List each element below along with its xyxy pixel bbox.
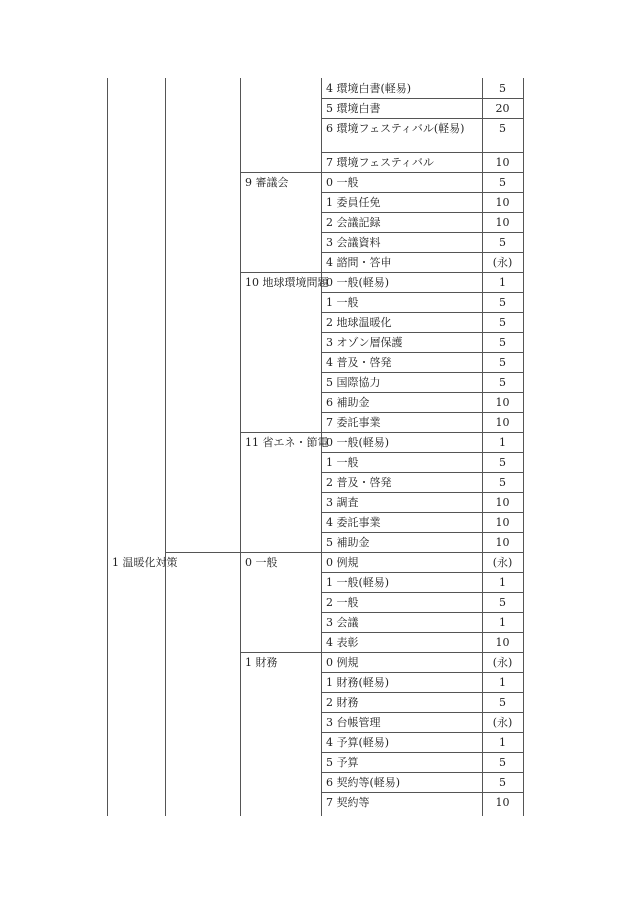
item-label: 1 財務(軽易) [326, 676, 390, 689]
item-label: 1 一般(軽易) [326, 576, 390, 589]
section-label: 9 審議会 [245, 176, 289, 189]
retention-period: 10 [495, 496, 510, 509]
section-label: 1 財務 [245, 656, 278, 669]
retention-period: (永) [492, 716, 513, 729]
row-separator [321, 392, 524, 393]
row-separator [321, 118, 524, 119]
retention-period: 5 [499, 316, 506, 329]
row-separator [321, 312, 524, 313]
section-separator [240, 272, 524, 273]
section-separator [240, 172, 524, 173]
item-label: 0 例規 [326, 556, 359, 569]
item-label: 4 普及・啓発 [326, 356, 392, 369]
retention-period: 10 [495, 396, 510, 409]
item-label: 3 会議資料 [326, 236, 381, 249]
retention-period: (永) [492, 256, 513, 269]
retention-period: 1 [499, 736, 506, 749]
retention-period: 5 [499, 82, 506, 95]
retention-period: 1 [499, 276, 506, 289]
retention-period: 10 [495, 516, 510, 529]
row-separator [321, 212, 524, 213]
retention-period: 5 [499, 476, 506, 489]
row-separator [321, 712, 524, 713]
item-label: 2 地球温暖化 [326, 316, 392, 329]
row-separator [321, 252, 524, 253]
retention-period: 5 [499, 176, 506, 189]
item-label: 4 諮問・答申 [326, 256, 392, 269]
group-label: 1 温暖化対策 [112, 556, 178, 569]
retention-period: 5 [499, 122, 506, 135]
row-separator [321, 332, 524, 333]
item-label: 4 環境白書(軽易) [326, 82, 412, 95]
item-label: 2 会議記録 [326, 216, 381, 229]
section-separator [240, 432, 524, 433]
item-label: 7 契約等 [326, 796, 370, 809]
retention-period: 10 [495, 156, 510, 169]
row-separator [321, 352, 524, 353]
item-label: 1 一般 [326, 296, 359, 309]
row-separator [321, 732, 524, 733]
retention-period: 1 [499, 436, 506, 449]
row-separator [321, 532, 524, 533]
item-label: 1 一般 [326, 456, 359, 469]
item-label: 6 契約等(軽易) [326, 776, 401, 789]
group-separator [165, 552, 524, 553]
section-separator [240, 652, 524, 653]
retention-period: 5 [499, 696, 506, 709]
item-label: 2 普及・啓発 [326, 476, 392, 489]
retention-period: 5 [499, 376, 506, 389]
retention-period: 10 [495, 216, 510, 229]
item-label: 5 国際協力 [326, 376, 381, 389]
row-separator [321, 472, 524, 473]
item-label: 3 会議 [326, 616, 359, 629]
row-separator [321, 372, 524, 373]
item-label: 1 委員任免 [326, 196, 381, 209]
row-separator [321, 792, 524, 793]
retention-period: 10 [495, 416, 510, 429]
retention-period: 5 [499, 756, 506, 769]
retention-period: 1 [499, 616, 506, 629]
item-label: 6 補助金 [326, 396, 370, 409]
item-label: 5 環境白書 [326, 102, 381, 115]
item-label: 2 財務 [326, 696, 359, 709]
retention-period: 5 [499, 296, 506, 309]
item-label: 4 委託事業 [326, 516, 381, 529]
row-separator [321, 592, 524, 593]
item-label: 4 表彰 [326, 636, 359, 649]
retention-period: 1 [499, 576, 506, 589]
retention-period: 5 [499, 776, 506, 789]
item-label: 0 一般(軽易) [326, 276, 390, 289]
row-separator [321, 232, 524, 233]
item-label: 0 一般(軽易) [326, 436, 390, 449]
item-label: 6 環境フェスティバル(軽易) [326, 122, 465, 135]
row-separator [321, 98, 524, 99]
item-label: 7 委託事業 [326, 416, 381, 429]
row-separator [321, 512, 524, 513]
item-label: 7 環境フェスティバル [326, 156, 434, 169]
row-separator [321, 612, 524, 613]
section-label: 11 省エネ・節電 [245, 436, 329, 449]
retention-period: 10 [495, 536, 510, 549]
retention-period: 5 [499, 456, 506, 469]
row-separator [321, 152, 524, 153]
item-label: 4 予算(軽易) [326, 736, 390, 749]
item-label: 2 一般 [326, 596, 359, 609]
table-border-left [107, 78, 108, 816]
retention-period: 5 [499, 356, 506, 369]
row-separator [321, 772, 524, 773]
retention-period: 10 [495, 196, 510, 209]
retention-period: 1 [499, 676, 506, 689]
item-label: 5 予算 [326, 756, 359, 769]
item-label: 3 オゾン層保護 [326, 336, 403, 349]
item-label: 0 例規 [326, 656, 359, 669]
section-label: 0 一般 [245, 556, 278, 569]
item-label: 0 一般 [326, 176, 359, 189]
retention-table [107, 78, 524, 816]
row-separator [321, 292, 524, 293]
retention-period: (永) [492, 656, 513, 669]
retention-period: 10 [495, 636, 510, 649]
table-border-right [523, 78, 524, 816]
item-label: 3 調査 [326, 496, 359, 509]
retention-period: 5 [499, 596, 506, 609]
column-divider-1 [165, 78, 166, 816]
retention-period: 10 [495, 796, 510, 809]
row-separator [321, 192, 524, 193]
section-label: 10 地球環境問題 [245, 276, 329, 289]
retention-period: 5 [499, 236, 506, 249]
row-separator [321, 412, 524, 413]
row-separator [321, 632, 524, 633]
row-separator [321, 692, 524, 693]
retention-period: (永) [492, 556, 513, 569]
row-separator [321, 572, 524, 573]
row-separator [321, 452, 524, 453]
item-label: 5 補助金 [326, 536, 370, 549]
column-divider-4 [482, 78, 483, 816]
column-divider-2 [240, 78, 241, 816]
item-label: 3 台帳管理 [326, 716, 381, 729]
row-separator [321, 492, 524, 493]
row-separator [321, 752, 524, 753]
retention-period: 20 [495, 102, 510, 115]
retention-period: 5 [499, 336, 506, 349]
row-separator [321, 672, 524, 673]
